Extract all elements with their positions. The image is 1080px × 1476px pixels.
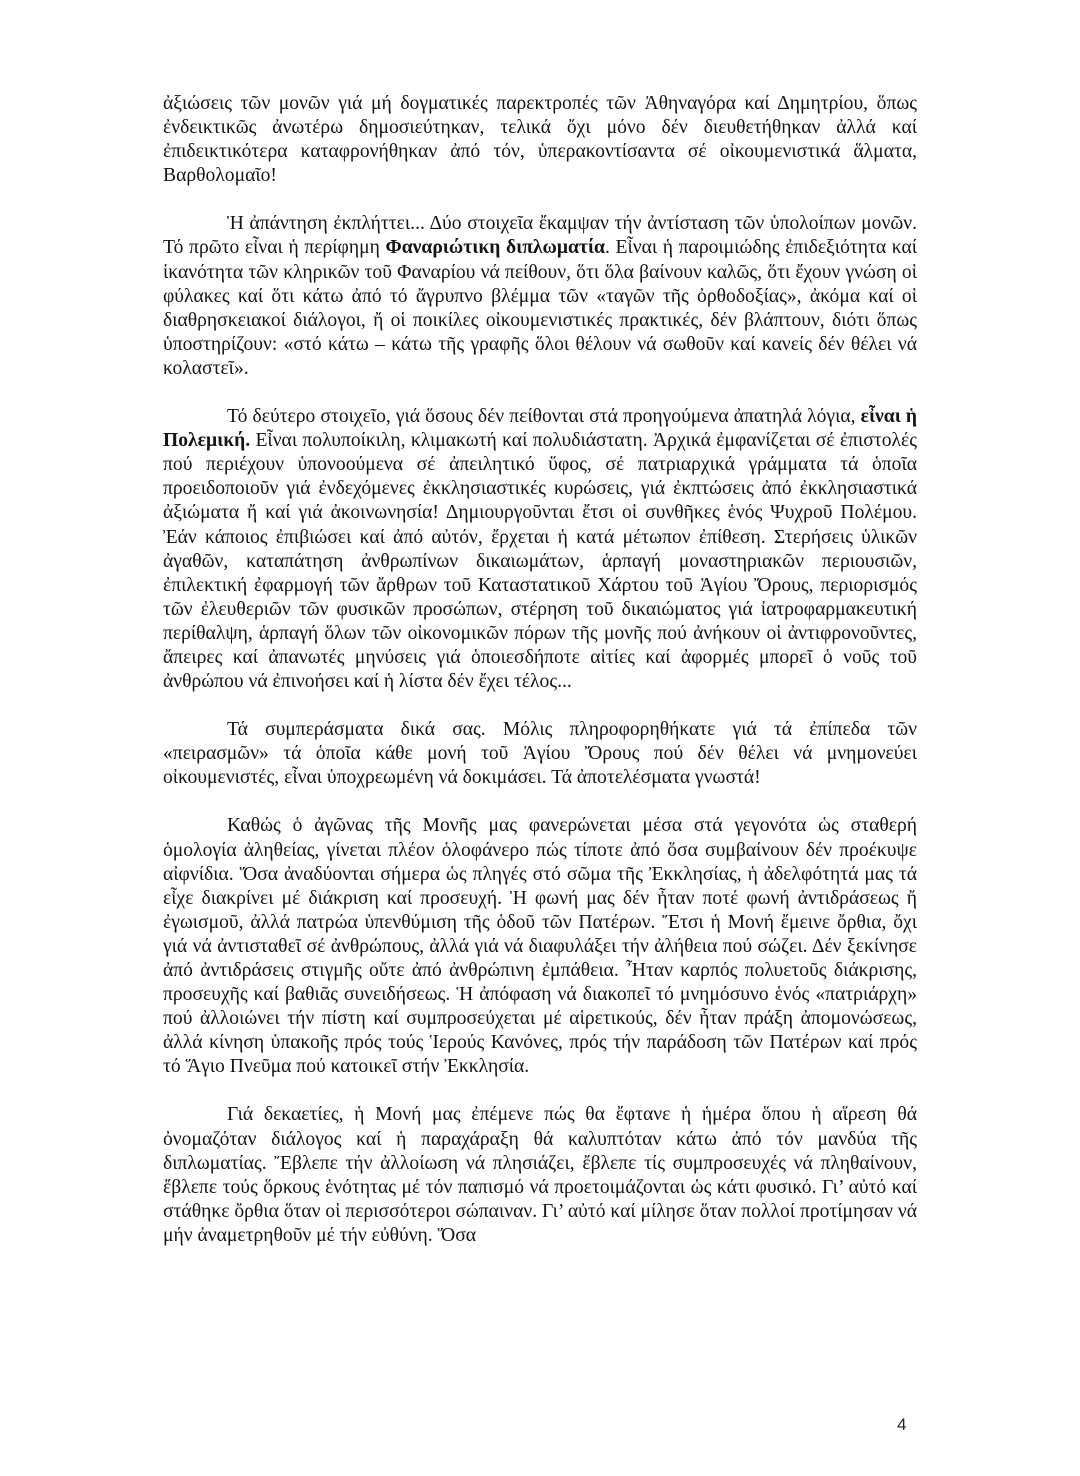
text-segment: Τό δεύτερο στοιχεῖο, γιά ὅσους δέν πείθονται στά προηγούμενα ἀπατηλά λόγια,	[227, 406, 861, 428]
paragraph-5	[163, 814, 917, 1079]
text-segment: ἀξιώσεις τῶν μονῶν γιά μή δογματικές παρεκτροπές τῶν Ἀθηναγόρα καί Δημητρίου, ὅπως ἐνδεικτικῶς ἀνωτέρω δημοσιεύτηκαν, τελικά ὄχι μόνο δέν διευθετήθηκαν ἀλλά καί ἐπιδεικτικότερα καταφρονήθηκαν ἀπό τόν, ὑπερακοντίσαντα σέ οἰκουμενιστικά ἅλματα, Βαρθολομαῖο!	[163, 93, 917, 187]
paragraph-6	[163, 1103, 917, 1248]
text-segment: Τά συμπεράσματα δικά σας. Μόλις πληροφορηθήκατε γιά τά ἐπίπεδα τῶν «πειρασμῶν» τά ὁποῖα κάθε μονή τοῦ Ἁγίου Ὄρους πού δέν θέλει νά μνημονεύει οἰκουμενιστές, εἶναι ὑποχρεωμένη νά δοκιμάσει. Τά ἀποτελέσματα γνωστά!	[163, 719, 917, 789]
text-segment: Καθώς ὁ ἀγῶνας τῆς Μονῆς μας φανερώνεται μέσα στά γεγονότα ὡς σταθερή ὁμολογία ἀληθείας, γίνεται πλέον ὁλοφάνερο πώς τίποτε ἀπό ὅσα συμβαίνουν δέν προέκυψε αἰφνίδια. Ὅσα ἀναδύονται σήμερα ὡς πληγές στό σῶμα τῆς Ἐκκλησίας, ἡ ἀδελφότητά μας τά εἶχε διακρίνει μέ διάκριση καί προσευχή. Ἡ φωνή μας δέν ἦταν ποτέ φωνή ἀντιδράσεως ἤ ἐγωισμοῦ, ἀλλά πατρώα ὑπενθύμιση τῆς ὁδοῦ τῶν Πατέρων. Ἔτσι ἡ Μονή ἔμεινε ὄρθια, ὄχι γιά νά ἀντισταθεῖ σέ ἀνθρώπους, ἀλλά γιά νά διαφυλάξει τήν ἀλήθεια πού σώζει. Δέν ξεκίνησε ἀπό ἀντιδράσεις στιγμῆς οὔτε ἀπό ἀνθρώπινη ἐμπάθεια. Ἦταν καρπός πολυετοῦς διάκρισης, προσευχῆς καί βαθιᾶς συνειδήσεως. Ἡ ἀπόφαση νά διακοπεῖ τό μνημόσυνο ἑνός «πατριάρχη» πού ἀλλοιώνει τήν πίστη καί συμπροσεύχεται μέ αἱρετικούς, δέν ἦταν πράξη ἀπομονώσεως, ἀλλά κίνηση ὑπακοῆς πρός τούς Ἱερούς Κανόνες, πρός τήν παράδοση τῶν Πατέρων καί πρός τό Ἅγιο Πνεῦμα πού κατοικεῖ στήν Ἐκκλησία.	[163, 815, 917, 1078]
text-segment: Ἡ ἀπάντηση ἐκπλήττει... Δύο στοιχεῖα ἔκαμψαν τήν ἀντίσταση τῶν ὑπολοίπων μονῶν. Τό πρῶτο εἶναι ἡ περίφημη	[163, 213, 917, 259]
paragraph-4	[163, 718, 917, 790]
bold-phrase-polemic: εἶναι ἡ Πολεμική.	[163, 406, 917, 452]
text-segment: Εἶναι πολυποίκιλη, κλιμακωτή καί πολυδιάστατη. Ἀρχικά ἐμφανίζεται σέ ἐπιστολές πού περιέχουν ὑπονοούμενα σέ ἀπειλητικό ὕφος, σέ πατριαρχικά γράμματα τά ὁποῖα προειδοποιοῦν γιά ἐνδεχόμενες ἐκκλησιαστικές κυρώσεις, γιά ἐκπτώσεις ἀπό ἐκκλησιαστικά ἀξιώματα ἤ καί γιά ἀκοινωνησία! Δημιουργοῦνται ἔτσι οἱ συνθῆκες ἑνός Ψυχροῦ Πολέμου. Ἐάν κάποιος ἐπιβιώσει καί ἀπό αὐτόν, ἔρχεται ἡ κατά μέτωπον ἐπίθεση. Στερήσεις ὑλικῶν ἀγαθῶν, καταπάτηση ἀνθρωπίνων δικαιωμάτων, ἁρπαγή μοναστηριακῶν περιουσιῶν, ἐπιλεκτική ἐφαρμογή τῶν ἄρθρων τοῦ Καταστατικοῦ Χάρτου τοῦ Ἁγίου Ὄρους, περιορισμός τῶν ἐλευθεριῶν τῶν φυσικῶν προσώπων, στέρηση τοῦ δικαιώματος γιά ἰατροφαρμακευτική περίθαλψη, ἁρπαγή ὅλων τῶν οἰκονομικῶν πόρων τῆς μονῆς πού ἀνήκουν οἱ ἀντιφρονοῦντες, ἄπειρες καί ἀπανωτές μηνύσεις γιά ὁποιεσδήποτε αἰτίες καί ἀφορμές μπορεῖ ὁ νοῦς τοῦ ἀνθρώπου νά ἐπινοήσει καί ἡ λίστα δέν ἔχει τέλος...	[163, 430, 917, 693]
text-segment: . Εἶναι ἡ παροιμιώδης ἐπιδεξιότητα καί ἱκανότητα τῶν κληρικῶν τοῦ Φαναρίου νά πείθουν, ὅτι ὅλα βαίνουν καλῶς, ὅτι ἔχουν γνώση οἱ φύλακες καί ὅτι κάτω ἀπό τό ἄγρυπνο βλέμμα τῶν «ταγῶν τῆς ὀρθοδοξίας», ἀκόμα καί οἱ διαθρησκειακοί διάλογοι, ἤ οἱ ποικίλες οἰκουμενιστικές πρακτικές, δέν βλάπτουν, διότι ὅπως ὑποστηρίζουν: «στό κάτω – κάτω τῆς γραφῆς ὅλοι θέλουν νά σωθοῦν καί κανείς δέν θέλει νά κολαστεῖ».	[163, 237, 917, 379]
page-number: 4	[897, 1415, 907, 1434]
paragraph-1	[163, 92, 917, 188]
text-segment: Γιά δεκαετίες, ἡ Μονή μας ἐπέμενε πώς θα ἔφτανε ἡ ἡμέρα ὅπου ἡ αἵρεση θά ὀνομαζόταν διάλογος καί ἡ παραχάραξη θά καλυπτόταν κάτω ἀπό τόν μανδύα τῆς διπλωματίας. Ἔβλεπε τήν ἀλλοίωση νά πλησιάζει, ἔβλεπε τίς συμπροσευχές νά πληθαίνουν, ἔβλεπε τούς ὅρκους ἑνότητας μέ τόν παπισμό νά προετοιμάζονται ὡς κάτι φυσικό. Γι’ αὐτό καί στάθηκε ὄρθια ὅταν οἱ περισσότεροι σώπαιναν. Γι’ αὐτό καί μίλησε ὅταν πολλοί προτίμησαν νά μήν ἀναμετρηθοῦν μέ τήν εὐθύνη. Ὅσα	[163, 1104, 918, 1246]
paragraph-2	[163, 212, 917, 381]
paragraph-3	[163, 405, 917, 694]
bold-phrase-fanariot-diplomacy: Φαναριώτικη διπλωματία	[385, 237, 605, 259]
document-body	[163, 92, 917, 1272]
